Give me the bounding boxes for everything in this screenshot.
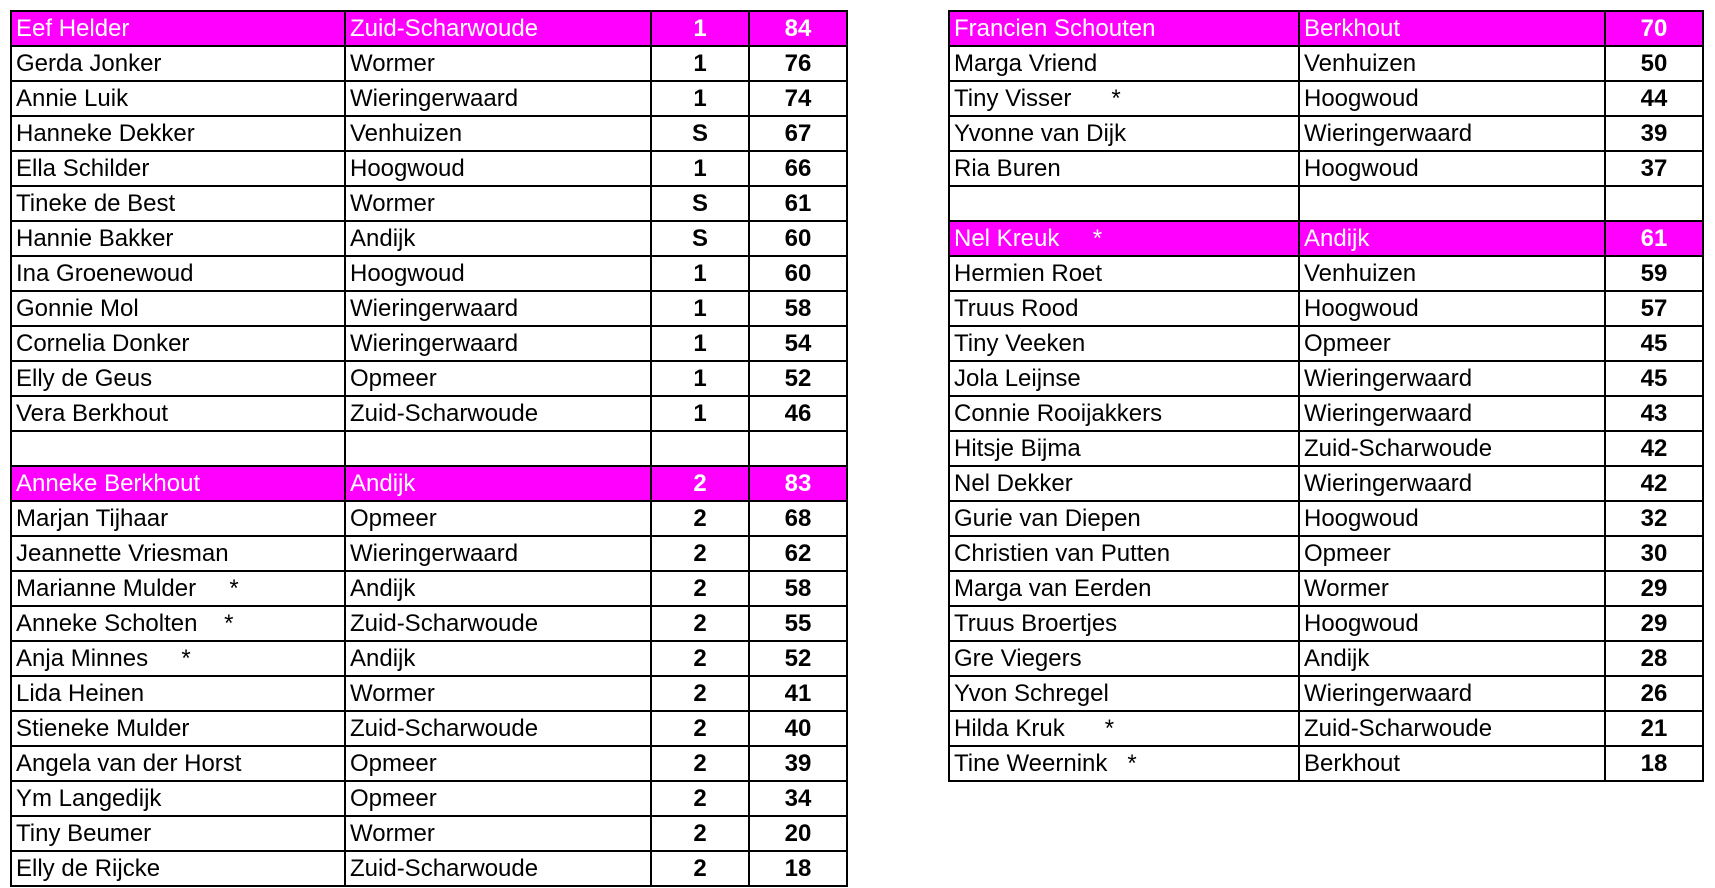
score-cell: 46 <box>749 396 847 431</box>
group-cell: 2 <box>651 536 749 571</box>
place-cell: Hoogwoud <box>1299 606 1605 641</box>
highlighted-table-row <box>11 11 847 46</box>
name-cell: Lida Heinen <box>11 676 345 711</box>
name-cell: Vera Berkhout <box>11 396 345 431</box>
score-cell: 42 <box>1605 466 1703 501</box>
name-cell: Elly de Rijcke <box>11 851 345 886</box>
name-cell: Eef Helder <box>11 11 345 46</box>
table-row <box>11 851 847 886</box>
place-cell: Zuid-Scharwoude <box>345 711 651 746</box>
name-cell: Tiny Veeken <box>949 326 1299 361</box>
table-row <box>11 116 847 151</box>
table-row <box>949 711 1703 746</box>
table-row <box>949 46 1703 81</box>
name-cell: Gurie van Diepen <box>949 501 1299 536</box>
score-cell: 70 <box>1605 11 1703 46</box>
score-cell <box>1605 186 1703 221</box>
place-cell: Opmeer <box>1299 326 1605 361</box>
place-cell: Hoogwoud <box>345 256 651 291</box>
table-row <box>11 256 847 291</box>
group-cell: 2 <box>651 501 749 536</box>
group-cell: S <box>651 116 749 151</box>
name-cell: Jeannette Vriesman <box>11 536 345 571</box>
table-row <box>949 256 1703 291</box>
place-cell: Opmeer <box>345 746 651 781</box>
place-cell: Wieringerwaard <box>345 536 651 571</box>
name-cell: Gonnie Mol <box>11 291 345 326</box>
name-cell: Truus Broertjes <box>949 606 1299 641</box>
place-cell: Hoogwoud <box>1299 501 1605 536</box>
score-cell: 67 <box>749 116 847 151</box>
score-cell: 66 <box>749 151 847 186</box>
name-cell: Hannie Bakker <box>11 221 345 256</box>
score-cell: 59 <box>1605 256 1703 291</box>
table-row <box>11 501 847 536</box>
place-cell: Andijk <box>345 466 651 501</box>
place-cell <box>1299 186 1605 221</box>
score-cell: 76 <box>749 46 847 81</box>
name-cell: Annie Luik <box>11 81 345 116</box>
place-cell: Zuid-Scharwoude <box>1299 711 1605 746</box>
score-cell: 52 <box>749 361 847 396</box>
table-row <box>949 466 1703 501</box>
name-cell: Anja Minnes * <box>11 641 345 676</box>
group-cell <box>651 431 749 466</box>
table-row <box>11 291 847 326</box>
name-cell: Ella Schilder <box>11 151 345 186</box>
table-row <box>949 326 1703 361</box>
score-cell: 40 <box>749 711 847 746</box>
score-cell: 44 <box>1605 81 1703 116</box>
group-cell: 1 <box>651 361 749 396</box>
place-cell: Wieringerwaard <box>345 81 651 116</box>
name-cell: Gre Viegers <box>949 641 1299 676</box>
table-row <box>11 781 847 816</box>
score-cell: 21 <box>1605 711 1703 746</box>
table-row <box>949 361 1703 396</box>
table-row <box>11 536 847 571</box>
table-row <box>11 676 847 711</box>
score-cell: 18 <box>749 851 847 886</box>
group-cell: 1 <box>651 81 749 116</box>
group-cell: 2 <box>651 676 749 711</box>
place-cell: Opmeer <box>345 361 651 396</box>
place-cell: Wieringerwaard <box>1299 361 1605 396</box>
place-cell <box>345 431 651 466</box>
place-cell: Wieringerwaard <box>1299 676 1605 711</box>
score-cell: 74 <box>749 81 847 116</box>
table-row <box>11 326 847 361</box>
score-cell: 50 <box>1605 46 1703 81</box>
table-row <box>11 816 847 851</box>
table-row <box>949 291 1703 326</box>
group-cell: 1 <box>651 291 749 326</box>
place-cell: Zuid-Scharwoude <box>345 606 651 641</box>
group-cell: 2 <box>651 851 749 886</box>
group-cell: 2 <box>651 466 749 501</box>
score-cell: 60 <box>749 221 847 256</box>
score-cell: 61 <box>1605 221 1703 256</box>
score-cell: 41 <box>749 676 847 711</box>
place-cell: Berkhout <box>1299 11 1605 46</box>
group-cell: 1 <box>651 326 749 361</box>
right-results-table <box>948 10 1704 782</box>
name-cell: Tineke de Best <box>11 186 345 221</box>
table-row <box>949 151 1703 186</box>
group-cell: 2 <box>651 571 749 606</box>
table-row <box>949 676 1703 711</box>
place-cell: Wieringerwaard <box>1299 116 1605 151</box>
place-cell: Wieringerwaard <box>345 326 651 361</box>
score-cell: 68 <box>749 501 847 536</box>
name-cell: Ym Langedijk <box>11 781 345 816</box>
group-cell: S <box>651 221 749 256</box>
name-cell: Hitsje Bijma <box>949 431 1299 466</box>
name-cell: Tine Weernink * <box>949 746 1299 781</box>
place-cell: Zuid-Scharwoude <box>1299 431 1605 466</box>
table-row <box>949 571 1703 606</box>
place-cell: Wormer <box>345 186 651 221</box>
name-cell: Marjan Tijhaar <box>11 501 345 536</box>
place-cell: Wormer <box>345 676 651 711</box>
name-cell: Truus Rood <box>949 291 1299 326</box>
score-cell: 62 <box>749 536 847 571</box>
place-cell: Andijk <box>345 641 651 676</box>
group-cell: 2 <box>651 781 749 816</box>
table-row <box>11 151 847 186</box>
score-cell: 52 <box>749 641 847 676</box>
place-cell: Hoogwoud <box>345 151 651 186</box>
place-cell: Wieringerwaard <box>1299 466 1605 501</box>
table-row <box>949 396 1703 431</box>
group-cell: 2 <box>651 606 749 641</box>
place-cell: Wieringerwaard <box>1299 396 1605 431</box>
highlighted-table-row <box>11 466 847 501</box>
place-cell: Andijk <box>345 221 651 256</box>
place-cell: Wormer <box>345 816 651 851</box>
score-cell: 29 <box>1605 606 1703 641</box>
score-cell: 61 <box>749 186 847 221</box>
score-cell: 43 <box>1605 396 1703 431</box>
score-cell: 37 <box>1605 151 1703 186</box>
name-cell: Marga Vriend <box>949 46 1299 81</box>
name-cell <box>11 431 345 466</box>
score-cell: 29 <box>1605 571 1703 606</box>
score-cell: 32 <box>1605 501 1703 536</box>
place-cell: Hoogwoud <box>1299 151 1605 186</box>
place-cell: Venhuizen <box>1299 46 1605 81</box>
score-cell: 42 <box>1605 431 1703 466</box>
name-cell: Angela van der Horst <box>11 746 345 781</box>
place-cell: Wieringerwaard <box>345 291 651 326</box>
name-cell: Elly de Geus <box>11 361 345 396</box>
table-row <box>949 501 1703 536</box>
score-cell: 60 <box>749 256 847 291</box>
name-cell: Tiny Visser * <box>949 81 1299 116</box>
place-cell: Berkhout <box>1299 746 1605 781</box>
score-cell: 58 <box>749 571 847 606</box>
place-cell: Wormer <box>345 46 651 81</box>
group-cell: 1 <box>651 46 749 81</box>
group-cell: 1 <box>651 256 749 291</box>
score-cell <box>749 431 847 466</box>
name-cell: Cornelia Donker <box>11 326 345 361</box>
name-cell: Anneke Berkhout <box>11 466 345 501</box>
score-cell: 39 <box>1605 116 1703 151</box>
name-cell: Ina Groenewoud <box>11 256 345 291</box>
table-row <box>11 221 847 256</box>
name-cell: Stieneke Mulder <box>11 711 345 746</box>
score-cell: 20 <box>749 816 847 851</box>
place-cell: Zuid-Scharwoude <box>345 851 651 886</box>
score-cell: 18 <box>1605 746 1703 781</box>
right-results-body <box>949 11 1703 781</box>
score-cell: 58 <box>749 291 847 326</box>
name-cell: Nel Dekker <box>949 466 1299 501</box>
score-cell: 84 <box>749 11 847 46</box>
score-cell: 39 <box>749 746 847 781</box>
score-cell: 26 <box>1605 676 1703 711</box>
place-cell: Andijk <box>1299 221 1605 256</box>
name-cell: Christien van Putten <box>949 536 1299 571</box>
table-row <box>11 361 847 396</box>
name-cell: Ria Buren <box>949 151 1299 186</box>
left-results-table <box>10 10 848 887</box>
place-cell: Hoogwoud <box>1299 291 1605 326</box>
score-cell: 45 <box>1605 361 1703 396</box>
group-cell: 2 <box>651 711 749 746</box>
group-cell: 2 <box>651 641 749 676</box>
name-cell: Hilda Kruk * <box>949 711 1299 746</box>
name-cell: Marianne Mulder * <box>11 571 345 606</box>
score-cell: 55 <box>749 606 847 641</box>
table-row <box>949 536 1703 571</box>
score-cell: 34 <box>749 781 847 816</box>
highlighted-table-row <box>949 221 1703 256</box>
table-row <box>949 431 1703 466</box>
left-results-table-container <box>10 10 848 887</box>
place-cell: Wormer <box>1299 571 1605 606</box>
name-cell: Hermien Roet <box>949 256 1299 291</box>
name-cell: Nel Kreuk * <box>949 221 1299 256</box>
empty-table-row <box>11 431 847 466</box>
group-cell: 1 <box>651 11 749 46</box>
place-cell: Opmeer <box>345 781 651 816</box>
name-cell: Gerda Jonker <box>11 46 345 81</box>
table-row <box>11 81 847 116</box>
table-row <box>949 606 1703 641</box>
table-row <box>949 81 1703 116</box>
table-row <box>11 746 847 781</box>
name-cell: Marga van Eerden <box>949 571 1299 606</box>
left-results-body <box>11 11 847 886</box>
score-cell: 30 <box>1605 536 1703 571</box>
place-cell: Andijk <box>1299 641 1605 676</box>
name-cell: Hanneke Dekker <box>11 116 345 151</box>
name-cell: Jola Leijnse <box>949 361 1299 396</box>
name-cell: Anneke Scholten * <box>11 606 345 641</box>
place-cell: Venhuizen <box>1299 256 1605 291</box>
place-cell: Opmeer <box>345 501 651 536</box>
group-cell: S <box>651 186 749 221</box>
table-row <box>11 186 847 221</box>
table-row <box>11 606 847 641</box>
name-cell: Yvon Schregel <box>949 676 1299 711</box>
place-cell: Venhuizen <box>345 116 651 151</box>
name-cell: Tiny Beumer <box>11 816 345 851</box>
score-cell: 28 <box>1605 641 1703 676</box>
score-cell: 54 <box>749 326 847 361</box>
highlighted-table-row <box>949 11 1703 46</box>
table-row <box>949 746 1703 781</box>
table-row <box>11 571 847 606</box>
empty-table-row <box>949 186 1703 221</box>
score-cell: 57 <box>1605 291 1703 326</box>
score-cell: 45 <box>1605 326 1703 361</box>
group-cell: 2 <box>651 746 749 781</box>
table-row <box>949 641 1703 676</box>
place-cell: Andijk <box>345 571 651 606</box>
table-row <box>11 641 847 676</box>
name-cell <box>949 186 1299 221</box>
place-cell: Zuid-Scharwoude <box>345 11 651 46</box>
table-row <box>11 46 847 81</box>
group-cell: 2 <box>651 816 749 851</box>
table-row <box>11 396 847 431</box>
table-row <box>949 116 1703 151</box>
name-cell: Connie Rooijakkers <box>949 396 1299 431</box>
name-cell: Francien Schouten <box>949 11 1299 46</box>
place-cell: Hoogwoud <box>1299 81 1605 116</box>
group-cell: 1 <box>651 151 749 186</box>
name-cell: Yvonne van Dijk <box>949 116 1299 151</box>
group-cell: 1 <box>651 396 749 431</box>
table-row <box>11 711 847 746</box>
place-cell: Zuid-Scharwoude <box>345 396 651 431</box>
score-cell: 83 <box>749 466 847 501</box>
place-cell: Opmeer <box>1299 536 1605 571</box>
right-results-table-container <box>948 10 1704 782</box>
